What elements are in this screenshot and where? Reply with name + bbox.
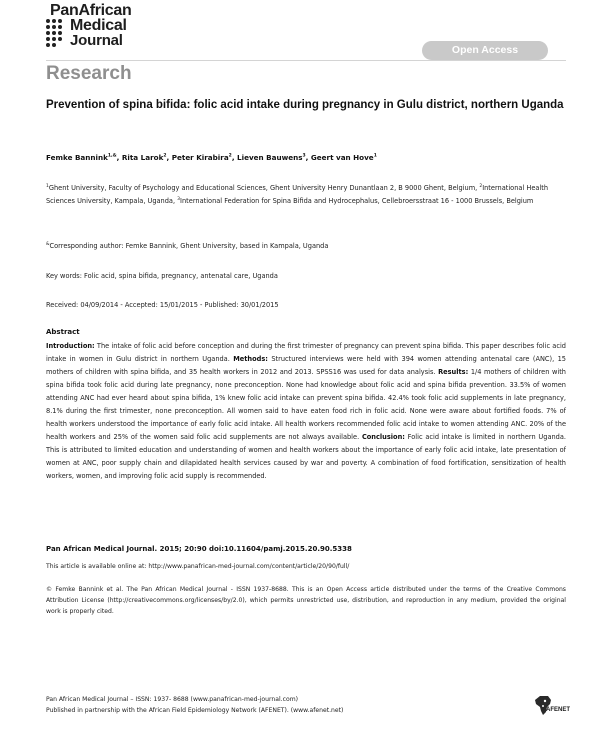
affiliation-superscript: 2 [479, 183, 483, 189]
abstract-text-conclusion: Folic acid intake is limited in northern Uganda. This is attributed to limited education and understanding of women and health workers about the importance of early folic acid intake, late presentation of women at ANC, poor supply chain and dilapidated health services caused by war and poverty. A combination of food fortification, sensitization of health workers, women, and improving folic acid supply is recommended. [46, 433, 566, 480]
abstract-text-methods: Structured interviews were held with 394 women attending antenatal care (ANC), 15 mothers of children with spina bifida, and 35 health workers in 2012 and 2013. SPSS16 was used for data analysis. [46, 355, 566, 376]
africa-map-icon [532, 695, 572, 717]
abstract-body [46, 340, 566, 483]
author-superscript: 3 [302, 153, 306, 159]
author-superscript: 2 [228, 153, 232, 159]
footer-issn: Pan African Medical Journal – ISSN: 1937- 8688 (www.panafrican-med-journal.com) [46, 696, 299, 703]
header-divider [46, 60, 566, 61]
abstract-label-conclusion: Conclusion: [361, 433, 405, 441]
abstract-label-methods: Methods: [233, 355, 268, 363]
affiliation-text: International Federation for Spina Bifida and Hydrocephalus, Cellebroersstraat 16 - 1000 Brussels, Belgium [180, 197, 534, 205]
author-name: Peter Kirabira [171, 153, 229, 162]
author-separator: , [166, 153, 172, 162]
corresponding-author [46, 240, 566, 253]
online-availability: This article is available online at: http://www.panafrican-med-journal.com/content/article/20/90/full/ [46, 563, 350, 570]
publication-dates: Received: 04/09/2014 - Accepted: 15/01/2015 - Published: 30/01/2015 [46, 301, 279, 309]
author-name: Femke Bannink [46, 153, 108, 162]
author-name: Geert van Hove [310, 153, 374, 162]
author-list [46, 153, 566, 162]
author-superscript: 1 [373, 153, 377, 159]
journal-logo [46, 3, 146, 47]
abstract-label-introduction: Introduction: [46, 342, 95, 350]
section-label: Research [46, 63, 132, 84]
affiliation-superscript: 3 [177, 196, 181, 202]
copyright-notice: © Femke Bannink et al. The Pan African Medical Journal - ISSN 1937-8688. This is an Open Access article distributed under the terms of the Creative Commons Attribution License (http://creativecommons.org/licenses/by/2.0), which permits unrestricted use, distribution, and reproduction in any medium, provided the original work is properly cited. [46, 586, 566, 615]
page-footer [46, 694, 516, 716]
author-name: Lieven Bauwens [237, 153, 303, 162]
affiliations [46, 182, 566, 208]
article-title: Prevention of spina bifida: folic acid intake during pregnancy in Gulu district, northern Uganda [46, 99, 564, 111]
affiliation-text: International Health Sciences University, Kampala, Uganda, [46, 184, 549, 205]
abstract-label-results: Results: [438, 368, 469, 376]
abstract-text-results: 1/4 mothers of children with spina bifida took folic acid during late pregnancy, none preconception. None had knowledge about folic acid and spina bifida prevention. 33.5% of women attending ANC had ever heard about spina bifida, 1% knew folic acid intake can prevent spina bifida. 42.4% took folic acid supplements in late pregnancy, 8.1% during the first trimester, none preconception. All women said to have eaten food rich in folic acid. None were aware about fortified foods. 7% of health workers understood the importance of early folic acid intake. All health workers recommended folic acid intake to women attending ANC. 20% of the health workers and 25% of the women said folic acid supplements are not always available. [46, 368, 566, 441]
afenet-logo-text: AFENET [546, 707, 570, 713]
author-separator: , [305, 153, 311, 162]
affiliation-text: Ghent University, Faculty of Psychology and Educational Sciences, Ghent University Henry Dunantlaan 2, B 9000 Ghent, Belgium, [48, 184, 480, 192]
logo-text-panafrican: PanAfrican [50, 2, 132, 19]
footer-partnership: Published in partnership with the African Field Epidemiology Network (AFENET). (www.afenet.net) [46, 707, 344, 714]
open-access-badge: Open Access [422, 41, 548, 60]
journal-citation: Pan African Medical Journal. 2015; 20:90 doi:10.11604/pamj.2015.20.90.5338 [46, 545, 352, 553]
affiliation-superscript: 1 [46, 183, 49, 189]
abstract-heading: Abstract [46, 328, 80, 336]
abstract-text-introduction: The intake of folic acid before conception and during the first trimester of pregnancy can prevent spina bifida. This paper describes folic acid intake in women in Gulu district in northern Uganda. [46, 342, 566, 363]
keywords: Key words: Folic acid, spina bifida, pregnancy, antenatal care, Uganda [46, 272, 278, 280]
logo-text-journal: Journal [70, 32, 123, 49]
author-separator: , [116, 153, 122, 162]
corresponding-superscript: & [46, 241, 50, 247]
author-superscript: 2 [163, 153, 167, 159]
afenet-logo [532, 695, 572, 717]
corresponding-text: Corresponding author: Femke Bannink, Ghent University, based in Kampala, Uganda [49, 242, 329, 250]
author-separator: , [231, 153, 238, 162]
logo-text-medical: Medical [70, 17, 127, 34]
author-name: Rita Larok [121, 153, 164, 162]
author-superscript: 1,& [107, 153, 117, 159]
logo-dots-icon [46, 19, 68, 49]
